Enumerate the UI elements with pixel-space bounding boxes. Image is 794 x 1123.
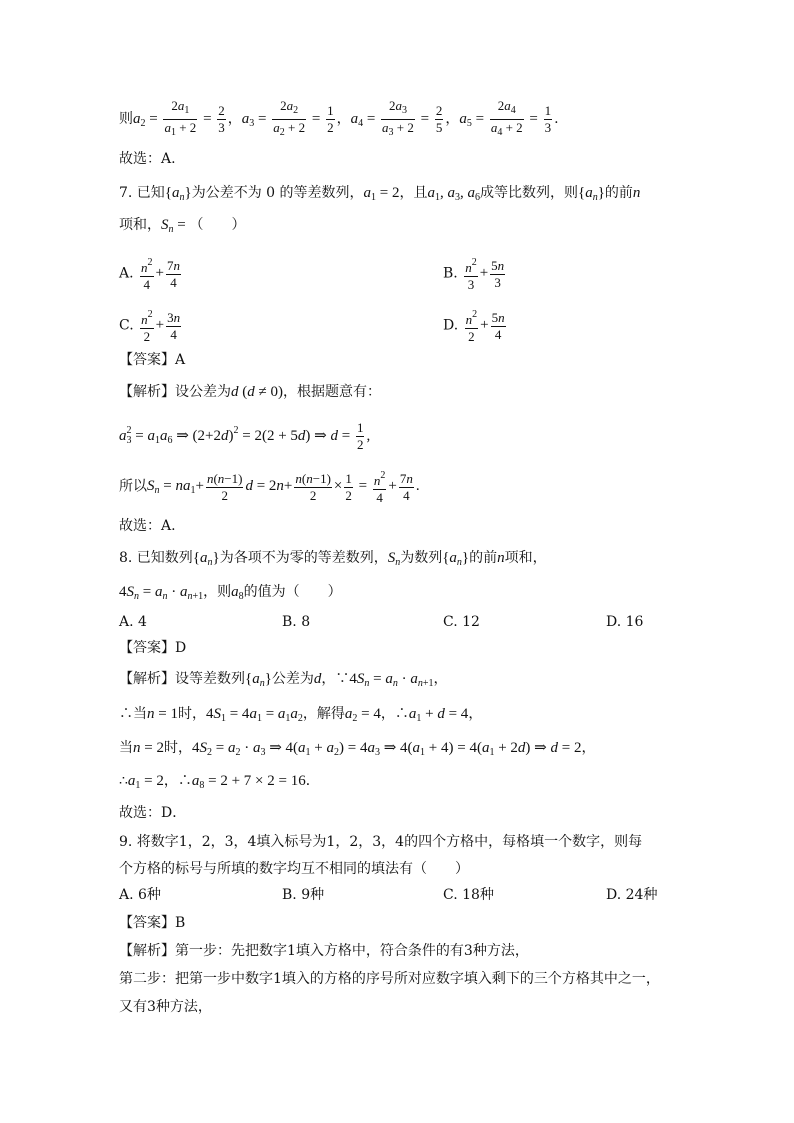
q7-option-b: B. $\frac{n^2}{3}$ + $\frac{5n}{3}$ — [443, 257, 505, 292]
option-label: B. — [443, 265, 458, 282]
text-fragment: ，解得 — [302, 706, 345, 722]
q6-result-line: 则$a_2$ = $\frac{2a_1}{a_1 + 2}$ = $\frac{2}{3}$ ，$a_3$ = $\frac{2a_2}{a_2 + 2}$ = $\frac{1}{2}$ ，$a_4$ = $\frac{2a_3}{a_3 + 2}$ = $\frac{2}{5}$ ，$a_5$ = $\frac{2a_4}{a_4 + 2}$ = $\frac{1}{3}$ . — [119, 98, 559, 138]
text-fragment: 为公差不为 0 的等差数列， — [191, 185, 364, 201]
text-fragment: 7. 已知 — [119, 185, 165, 201]
text-fragment: 【解析】设等差数列 — [119, 671, 245, 687]
q6-answer-line: 故选：A. — [119, 151, 176, 167]
text-fragment: ， — [445, 110, 460, 127]
q9-stem-line1: 9. 将数字1，2，3，4填入标号为1，2，3，4的四个方格中，每格填一个数字，则每 — [119, 834, 643, 850]
q7-option-a: A. $\frac{n^2}{4}$ + $\frac{7n}{4}$ — [119, 257, 180, 292]
q8-option-c: C. 12 — [443, 614, 480, 630]
text-fragment: 成等比数列，则 — [480, 185, 578, 201]
q8-option-a: A. 4 — [119, 614, 147, 630]
text-fragment: ，且 — [399, 185, 428, 201]
q8-analysis-line2: ∴当n = 1时，$4S_1 = 4a_1 = a_1a_2$，解得$a_2 = 4$，$\therefore a_1 + d = 4$， — [119, 706, 483, 724]
q7-option-c: C. $\frac{n^2}{2}$ + $\frac{3n}{4}$ — [119, 309, 181, 344]
q7-analysis-line3: 所以$S_n = na_1+$ $\frac{n(n-1)}{2}$ d = 2n+ $\frac{n(n-1)}{2}$ × $\frac{1}{2}$ = $\frac{n^2}{4}$ + $\frac{7n}{4}$ . — [119, 470, 420, 505]
text-fragment: 时， — [177, 706, 206, 722]
text-fragment: （ ） — [189, 217, 246, 233]
q9-analysis-line2: 第二步：把第一步中数字1填入的方格的序号所对应数字填入剩下的三个方格其中之一， — [119, 971, 660, 987]
q9-stem-line2: 个方格的标号与所填的数字均互不相同的填法有（ ） — [119, 861, 469, 877]
text-fragment: 为数列 — [400, 550, 443, 566]
text-fragment: ，∴ — [380, 706, 409, 722]
q9-option-a: A. 6种 — [119, 887, 161, 903]
q7-answer: 【答案】A — [119, 352, 186, 368]
q8-analysis-line1: 【解析】设等差数列$\{a_n\}$公差为d，$\because 4S_n = a_n \cdot a_{n+1}$， — [119, 671, 448, 689]
text-fragment: ，则 — [203, 584, 232, 600]
text-fragment: ，∵ — [321, 671, 350, 687]
text-fragment: ， — [433, 671, 448, 687]
q8-conclusion: 故选：D． — [119, 805, 187, 821]
q8-analysis-line4: $\therefore a_1 = 2$，$\therefore a_8 = 2 + 7 \times 2 = 16$． — [119, 773, 320, 791]
text-fragment: 的前 — [469, 550, 498, 566]
text-fragment: ， — [227, 110, 242, 127]
text-fragment: 8. 已知数列 — [119, 550, 193, 566]
q8-option-d: D. 16 — [606, 614, 644, 630]
text-fragment: 项和， — [504, 550, 547, 566]
text-fragment: 所以 — [119, 478, 147, 495]
text-fragment: 的值为（ ） — [243, 584, 342, 600]
text-fragment: ， — [336, 110, 351, 127]
option-label: A. — [119, 265, 134, 282]
q7-analysis-line1: 【解析】设公差为d (d ≠ 0)，根据题意有： — [119, 384, 381, 400]
text-fragment: ∴ — [119, 773, 128, 789]
text-fragment: 【解析】设公差为 — [119, 384, 231, 400]
text-fragment: ，∴ — [163, 773, 192, 789]
text-fragment: ∴当 — [119, 706, 147, 722]
q9-analysis-line1: 【解析】第一步：先把数字1填入方格中，符合条件的有3种方法， — [119, 943, 529, 959]
text-fragment: 的前 — [604, 185, 633, 201]
text-fragment: ，根据题意有： — [282, 384, 381, 400]
q8-answer: 【答案】D — [119, 640, 187, 656]
text-fragment: 公差为 — [271, 671, 314, 687]
text-fragment: 为各项不为零的等差数列， — [219, 550, 388, 566]
option-label: D. — [443, 317, 459, 334]
q7-conclusion: 故选：A. — [119, 518, 176, 534]
q8-stem-line1: 8. 已知数列$\{a_n\}$为各项不为零的等差数列，$S_n$为数列$\{a_n\}$的前n项和， — [119, 550, 547, 568]
q9-option-b: B. 9种 — [282, 887, 325, 903]
text-fragment: 时， — [163, 740, 192, 756]
text-fragment: ， — [581, 740, 596, 756]
text-fragment: 当 — [119, 740, 133, 756]
text-fragment: ． — [305, 773, 320, 789]
q9-analysis-line3: 又有3种方法， — [119, 999, 212, 1015]
q8-option-b: B. 8 — [282, 614, 311, 630]
q8-stem-line2: $4S_n = a_n \cdot a_{n+1}$，则$a_8$的值为（ ） — [119, 584, 342, 602]
q7-stem-line2: 项和，$S_n$ = （ ） — [119, 217, 246, 235]
text-fragment: 项和， — [119, 217, 161, 233]
text-fragment: . — [554, 110, 559, 127]
q9-option-d: D. 24种 — [606, 887, 658, 903]
q8-analysis-line3: 当n = 2时，$4S_2 = a_2 \cdot a_3$ ⇒ $4(a_1 + a_2) = 4a_3$ ⇒ $4(a_1 + 4) = 4(a_1 + 2d)$ ⇒ d = 2， — [119, 740, 596, 758]
q9-answer: 【答案】B — [119, 915, 186, 931]
q7-option-d: D. $\frac{n^2}{2}$ + $\frac{5n}{4}$ — [443, 309, 505, 344]
option-label: C. — [119, 317, 134, 334]
q7-analysis-line2: $a_3^2 = a_1a_6$ ⇒ $(2+2d)^2 = 2(2 + 5d)$ ⇒ d = $\frac{1}{2}$ , — [119, 420, 371, 452]
text-fragment: ， — [468, 706, 483, 722]
text-fragment: 则 — [119, 110, 133, 127]
q7-stem-line1: 7. 已知$\{a_n\}$为公差不为 0 的等差数列，$a_1 = 2$，且$a_1$, $a_3$, $a_6$成等比数列，则$\{a_n\}$的前n — [119, 185, 641, 203]
q9-option-c: C. 18种 — [443, 887, 494, 903]
